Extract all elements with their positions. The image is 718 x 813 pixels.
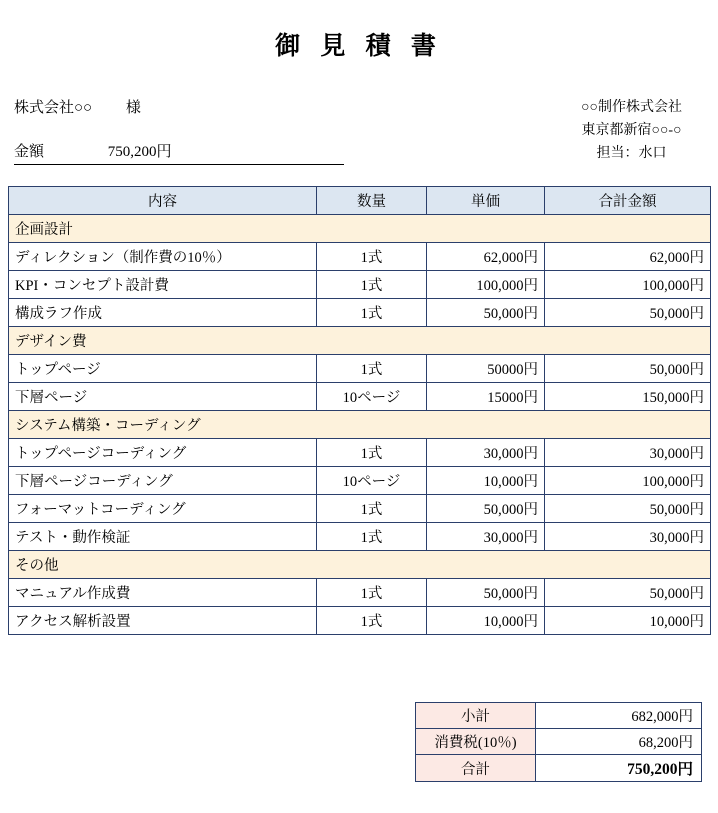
summary-label: 小計: [416, 703, 536, 729]
summary-block: [415, 702, 702, 782]
summary-row: [416, 755, 702, 782]
items-table-body: [9, 215, 711, 635]
summary-row: [416, 703, 702, 729]
table-header-row: [9, 187, 711, 215]
table-row: [9, 355, 711, 383]
table-section-row: [9, 551, 711, 579]
table-row: [9, 467, 711, 495]
summary-value: 68,200円: [536, 729, 702, 755]
header-qty: 数量: [317, 187, 427, 215]
amount-block: [14, 140, 344, 165]
cell-unit-price: 50,000円: [427, 495, 545, 523]
table-row: [9, 439, 711, 467]
summary-row: [416, 729, 702, 755]
cell-unit-price: 50000円: [427, 355, 545, 383]
cell-description: フォーマットコーディング: [9, 495, 317, 523]
client-honorific: 様: [125, 100, 141, 116]
section-label: その他: [9, 551, 711, 579]
table-row: [9, 523, 711, 551]
section-label: デザイン費: [9, 327, 711, 355]
cell-unit-price: 30,000円: [427, 523, 545, 551]
cell-quantity: 1式: [317, 439, 427, 467]
vendor-company: ○○制作株式会社: [581, 100, 682, 115]
cell-total: 10,000円: [545, 607, 711, 635]
summary-label: 合計: [416, 755, 536, 782]
cell-total: 50,000円: [545, 495, 711, 523]
table-row: [9, 271, 711, 299]
cell-description: KPI・コンセプト設計費: [9, 271, 317, 299]
estimate-document: [0, 26, 718, 813]
cell-quantity: 1式: [317, 299, 427, 327]
section-label: 企画設計: [9, 215, 711, 243]
table-section-row: [9, 327, 711, 355]
table-section-row: [9, 411, 711, 439]
header-total: 合計金額: [545, 187, 711, 215]
cell-unit-price: 10,000円: [427, 607, 545, 635]
cell-total: 100,000円: [545, 467, 711, 495]
summary-table-body: [416, 703, 702, 782]
table-row: [9, 495, 711, 523]
cell-description: ディレクション（制作費の10％）: [9, 243, 317, 271]
cell-description: 構成ラフ作成: [9, 299, 317, 327]
cell-total: 50,000円: [545, 579, 711, 607]
cell-description: テスト・動作検証: [9, 523, 317, 551]
cell-unit-price: 50,000円: [427, 299, 545, 327]
cell-description: 下層ページ: [9, 383, 317, 411]
summary-value: 750,200円: [536, 755, 702, 782]
summary-label: 消費税(10％): [416, 729, 536, 755]
cell-quantity: 1式: [317, 607, 427, 635]
cell-quantity: 1式: [317, 271, 427, 299]
cell-total: 50,000円: [545, 355, 711, 383]
cell-description: アクセス解析設置: [9, 607, 317, 635]
cell-total: 100,000円: [545, 271, 711, 299]
header-price: 単価: [427, 187, 545, 215]
document-header: [8, 96, 710, 180]
table-row: [9, 607, 711, 635]
cell-total: 30,000円: [545, 523, 711, 551]
cell-total: 50,000円: [545, 299, 711, 327]
table-row: [9, 299, 711, 327]
table-row: [9, 383, 711, 411]
cell-description: トップページコーディング: [9, 439, 317, 467]
cell-unit-price: 62,000円: [427, 243, 545, 271]
cell-total: 62,000円: [545, 243, 711, 271]
page-title: 御 見 積 書: [275, 33, 443, 60]
amount-value: 750,200円: [107, 144, 172, 160]
cell-description: 下層ページコーディング: [9, 467, 317, 495]
cell-quantity: 1式: [317, 579, 427, 607]
cell-unit-price: 50,000円: [427, 579, 545, 607]
cell-unit-price: 10,000円: [427, 467, 545, 495]
cell-quantity: 10ページ: [317, 467, 427, 495]
vendor-address: 東京都新宿○○-○: [581, 123, 682, 138]
amount-label: 金額: [14, 144, 45, 160]
section-label: システム構築・コーディング: [9, 411, 711, 439]
cell-description: マニュアル作成費: [9, 579, 317, 607]
cell-total: 30,000円: [545, 439, 711, 467]
cell-unit-price: 15000円: [427, 383, 545, 411]
cell-quantity: 1式: [317, 523, 427, 551]
items-table-head: [9, 187, 711, 215]
summary-table: [415, 702, 702, 782]
vendor-block: [581, 96, 682, 165]
table-row: [9, 579, 711, 607]
cell-total: 150,000円: [545, 383, 711, 411]
client-name: 株式会社○○: [14, 100, 93, 116]
cell-quantity: 1式: [317, 243, 427, 271]
header-desc: 内容: [9, 187, 317, 215]
table-row: [9, 243, 711, 271]
summary-value: 682,000円: [536, 703, 702, 729]
cell-quantity: 10ページ: [317, 383, 427, 411]
cell-description: トップページ: [9, 355, 317, 383]
cell-unit-price: 100,000円: [427, 271, 545, 299]
table-section-row: [9, 215, 711, 243]
cell-quantity: 1式: [317, 495, 427, 523]
items-table: [8, 186, 711, 635]
cell-unit-price: 30,000円: [427, 439, 545, 467]
vendor-contact: 担当：水口: [596, 146, 667, 161]
client-block: [14, 96, 141, 117]
cell-quantity: 1式: [317, 355, 427, 383]
